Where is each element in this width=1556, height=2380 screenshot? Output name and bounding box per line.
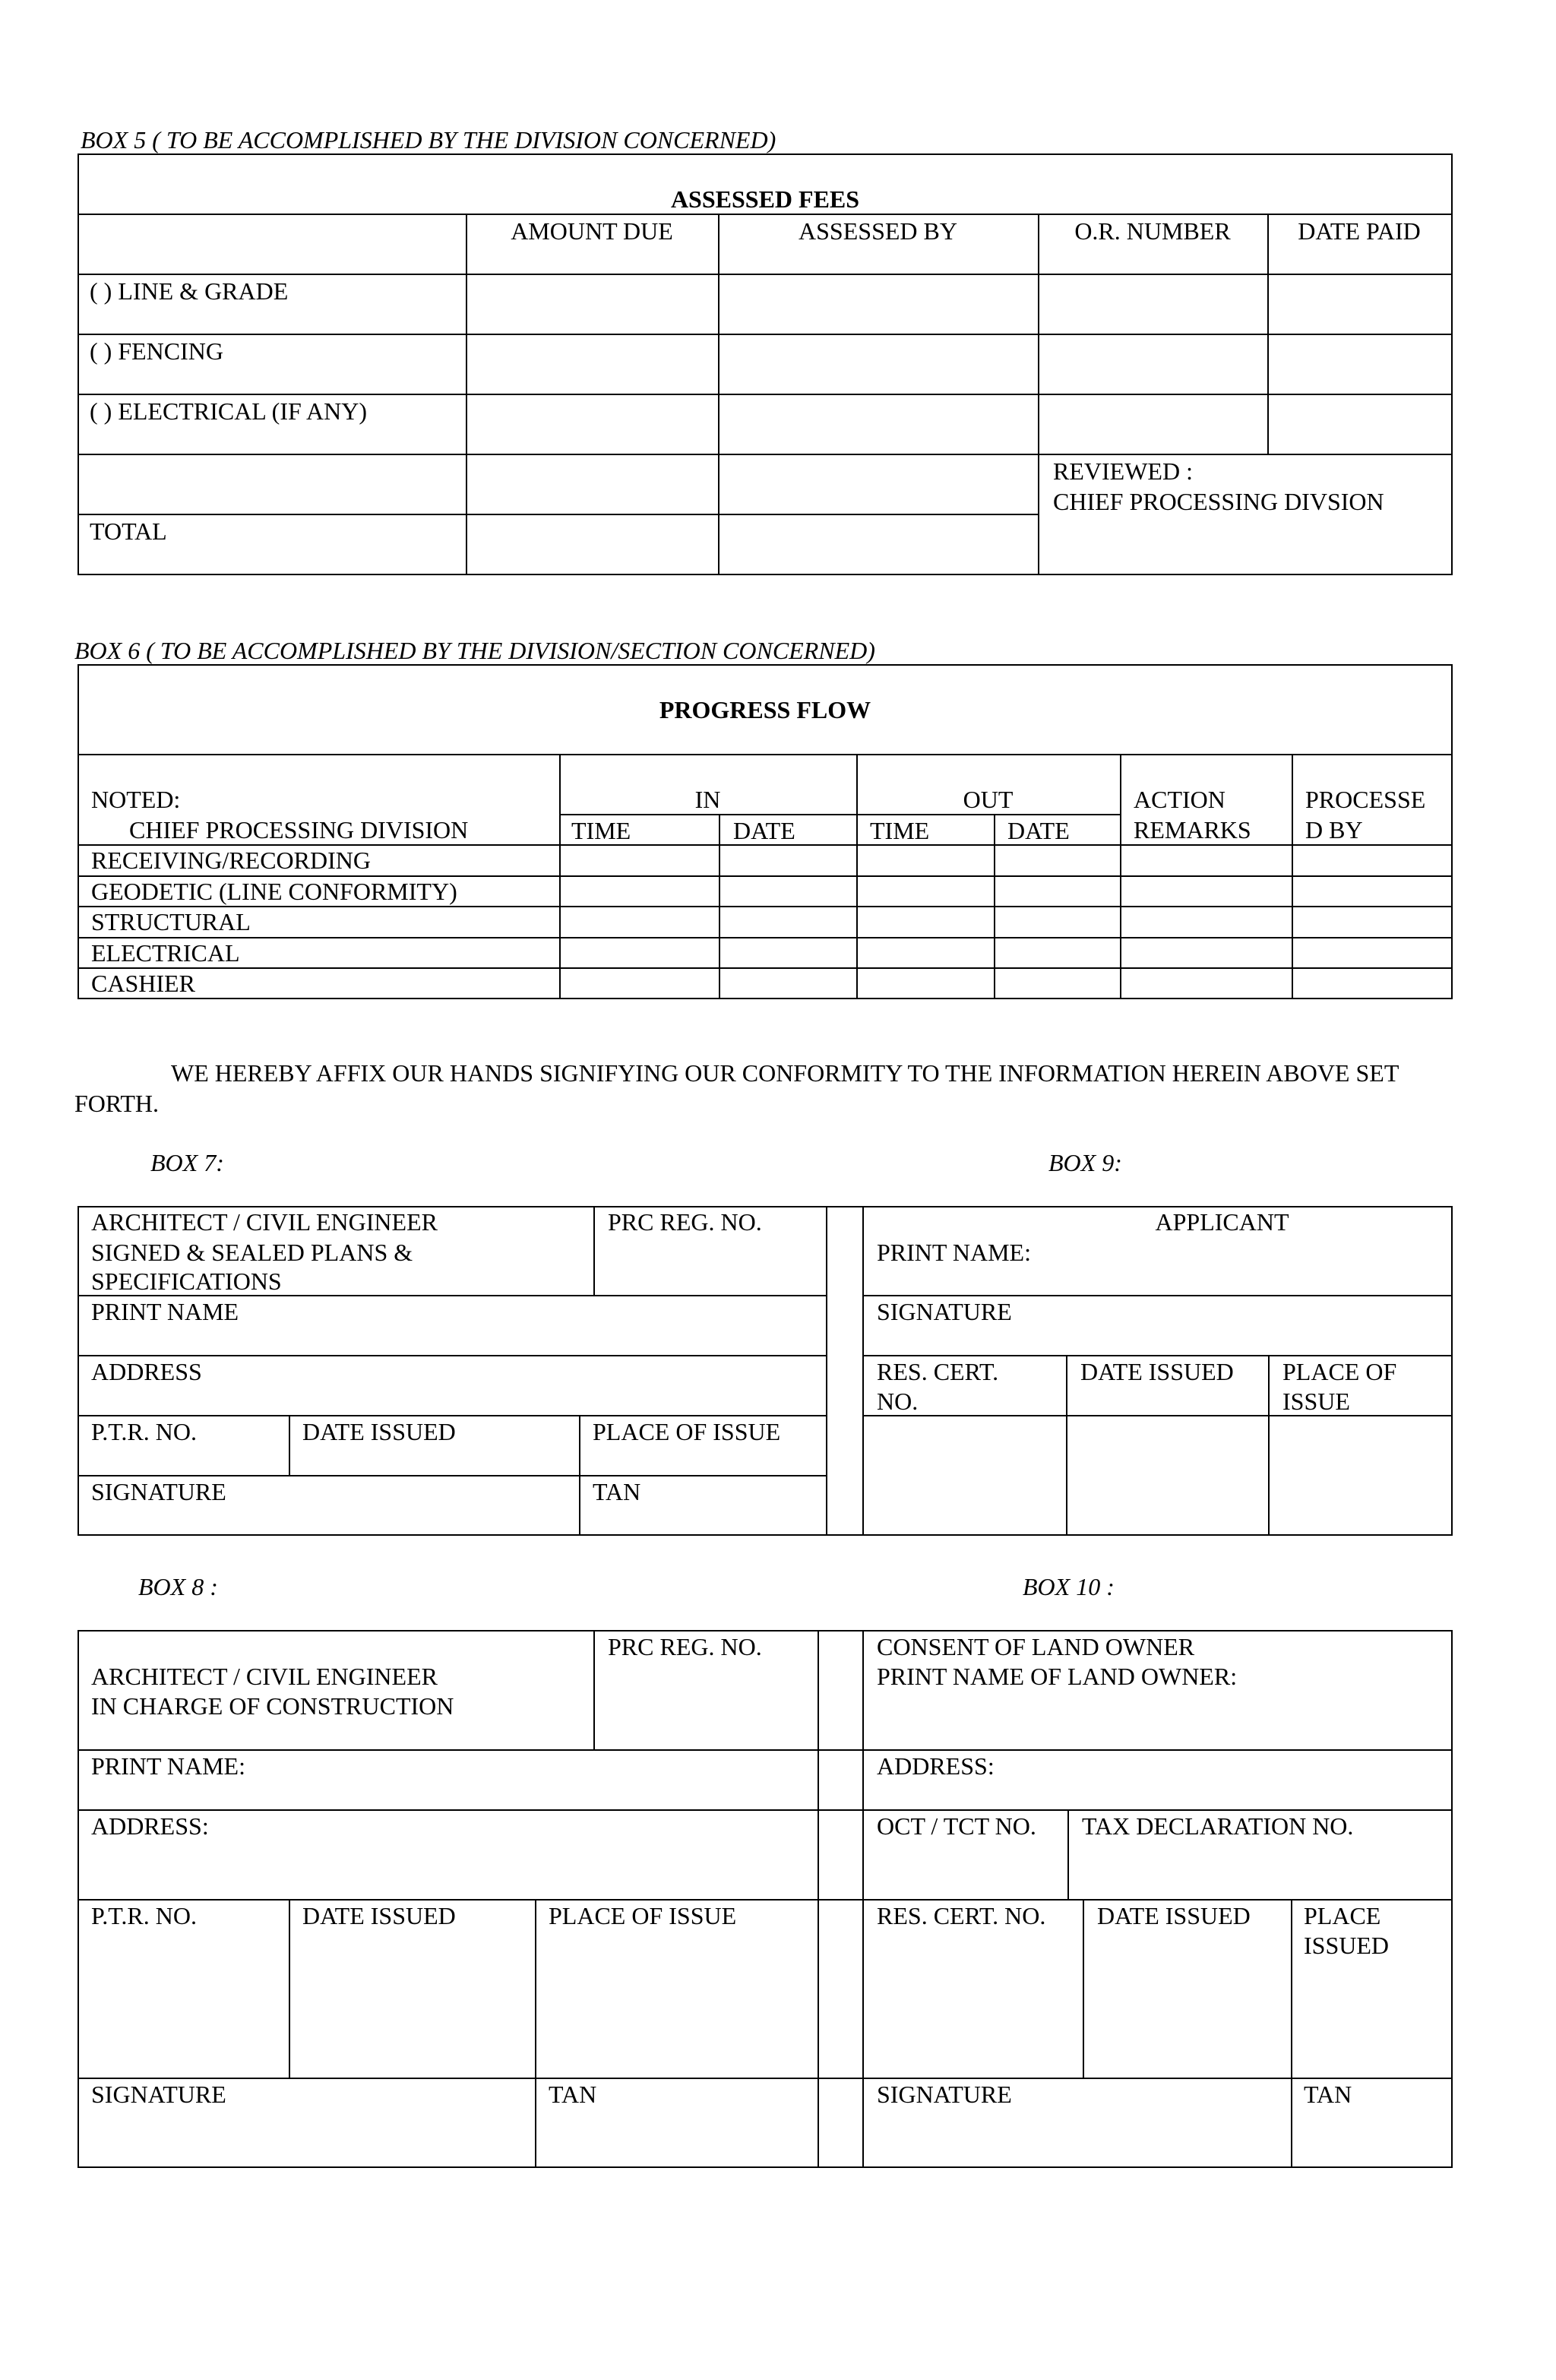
box9-place-1: PLACE OF — [1282, 1358, 1397, 1385]
column-or-number: O.R. NUMBER — [1074, 217, 1231, 245]
box8-engineer-line-2: IN CHARGE OF CONSTRUCTION — [91, 1692, 454, 1720]
fee-row-fencing: ( ) FENCING — [90, 337, 223, 365]
out-time-header: TIME — [870, 817, 930, 844]
box10-tan: TAN — [1304, 2081, 1352, 2108]
box8-signature: SIGNATURE — [91, 2081, 226, 2108]
box9-applicant: APPLICANT — [1155, 1208, 1289, 1236]
box6-heading: BOX 6 ( TO BE ACCOMPLISHED BY THE DIVISION/SECTION CONCERNED) — [74, 637, 875, 664]
noted-label: NOTED: — [91, 786, 181, 813]
flow-row-structural: STRUCTURAL — [91, 908, 251, 935]
box10-res-cert: RES. CERT. NO. — [877, 1902, 1046, 1929]
box10-heading: BOX 10 : — [1023, 1573, 1115, 1600]
box7-date-issued: DATE ISSUED — [302, 1418, 456, 1445]
box9-heading: BOX 9: — [1048, 1149, 1122, 1176]
noted-by: CHIEF PROCESSING DIVISION — [129, 816, 469, 843]
box7-place-issue: PLACE OF ISSUE — [593, 1418, 781, 1445]
box8-engineer-line-1: ARCHITECT / CIVIL ENGINEER — [91, 1663, 438, 1690]
declaration-line-1: WE HEREBY AFFIX OUR HANDS SIGNIFYING OUR CONFORMITY TO THE INFORMATION HEREIN ABOVE SET — [171, 1059, 1399, 1087]
out-header: OUT — [963, 786, 1014, 813]
box8-print-name: PRINT NAME: — [91, 1752, 245, 1780]
box8-date-issued: DATE ISSUED — [302, 1902, 456, 1929]
box8-tan: TAN — [549, 2081, 597, 2108]
box10-tax-declaration: TAX DECLARATION NO. — [1082, 1812, 1354, 1840]
in-header: IN — [694, 786, 721, 813]
box7-ptr: P.T.R. NO. — [91, 1418, 197, 1445]
box10-oct-tct: OCT / TCT NO. — [877, 1812, 1036, 1840]
action-header-2: REMARKS — [1134, 816, 1251, 843]
action-header-1: ACTION — [1134, 786, 1226, 813]
out-date-header: DATE — [1007, 817, 1070, 844]
box9-signature: SIGNATURE — [877, 1298, 1012, 1325]
column-amount-due: AMOUNT DUE — [511, 217, 673, 245]
flow-row-geodetic: GEODETIC (LINE CONFORMITY) — [91, 878, 457, 905]
processed-header-2: D BY — [1305, 816, 1363, 843]
box7-heading: BOX 7: — [150, 1149, 224, 1176]
box7-engineer-line-3: SPECIFICATIONS — [91, 1268, 282, 1295]
fee-row-line-grade: ( ) LINE & GRADE — [90, 277, 289, 305]
flow-row-receiving: RECEIVING/RECORDING — [91, 847, 371, 874]
box10-place-2: ISSUED — [1304, 1932, 1390, 1959]
reviewed-label: REVIEWED : — [1053, 457, 1193, 485]
in-date-header: DATE — [733, 817, 795, 844]
box9-place-2: ISSUE — [1282, 1388, 1350, 1415]
box10-address: ADDRESS: — [877, 1752, 995, 1780]
box10-consent: CONSENT OF LAND OWNER — [877, 1633, 1195, 1660]
fee-total-label: TOTAL — [90, 517, 167, 545]
declaration-line-2: FORTH. — [74, 1090, 159, 1117]
box7-prc-label: PRC REG. NO. — [608, 1208, 762, 1236]
box6-title: PROGRESS FLOW — [659, 696, 871, 723]
box8-heading: BOX 8 : — [138, 1573, 218, 1600]
box10-signature: SIGNATURE — [877, 2081, 1012, 2108]
box7-engineer-line-2: SIGNED & SEALED PLANS & — [91, 1239, 413, 1266]
column-assessed-by: ASSESSED BY — [799, 217, 957, 245]
box8-place-issue: PLACE OF ISSUE — [549, 1902, 737, 1929]
box7-address: ADDRESS — [91, 1358, 202, 1385]
box5-title: ASSESSED FEES — [670, 185, 860, 213]
box10-place-1: PLACE — [1304, 1902, 1381, 1929]
box5-heading: BOX 5 ( TO BE ACCOMPLISHED BY THE DIVISION CONCERNED) — [81, 126, 776, 153]
reviewed-by: CHIEF PROCESSING DIVSION — [1053, 488, 1384, 515]
box8-address: ADDRESS: — [91, 1812, 209, 1840]
column-date-paid: DATE PAID — [1298, 217, 1421, 245]
box10-print-name: PRINT NAME OF LAND OWNER: — [877, 1663, 1238, 1690]
box8-prc-label: PRC REG. NO. — [608, 1633, 762, 1660]
in-time-header: TIME — [571, 817, 631, 844]
flow-row-electrical: ELECTRICAL — [91, 939, 240, 967]
box10-date-issued: DATE ISSUED — [1097, 1902, 1251, 1929]
box9-res-cert-1: RES. CERT. — [877, 1358, 999, 1385]
box7-print-name: PRINT NAME — [91, 1298, 239, 1325]
flow-row-cashier: CASHIER — [91, 970, 195, 997]
fee-row-electrical: ( ) ELECTRICAL (IF ANY) — [90, 397, 367, 425]
box7-signature: SIGNATURE — [91, 1478, 226, 1505]
box9-res-cert-2: NO. — [877, 1388, 919, 1415]
box9-print-name: PRINT NAME: — [877, 1239, 1031, 1266]
processed-header-1: PROCESSE — [1305, 786, 1426, 813]
box9-date-issued: DATE ISSUED — [1080, 1358, 1234, 1385]
box7-engineer-line-1: ARCHITECT / CIVIL ENGINEER — [91, 1208, 438, 1236]
box7-tan: TAN — [593, 1478, 641, 1505]
box8-ptr: P.T.R. NO. — [91, 1902, 197, 1929]
